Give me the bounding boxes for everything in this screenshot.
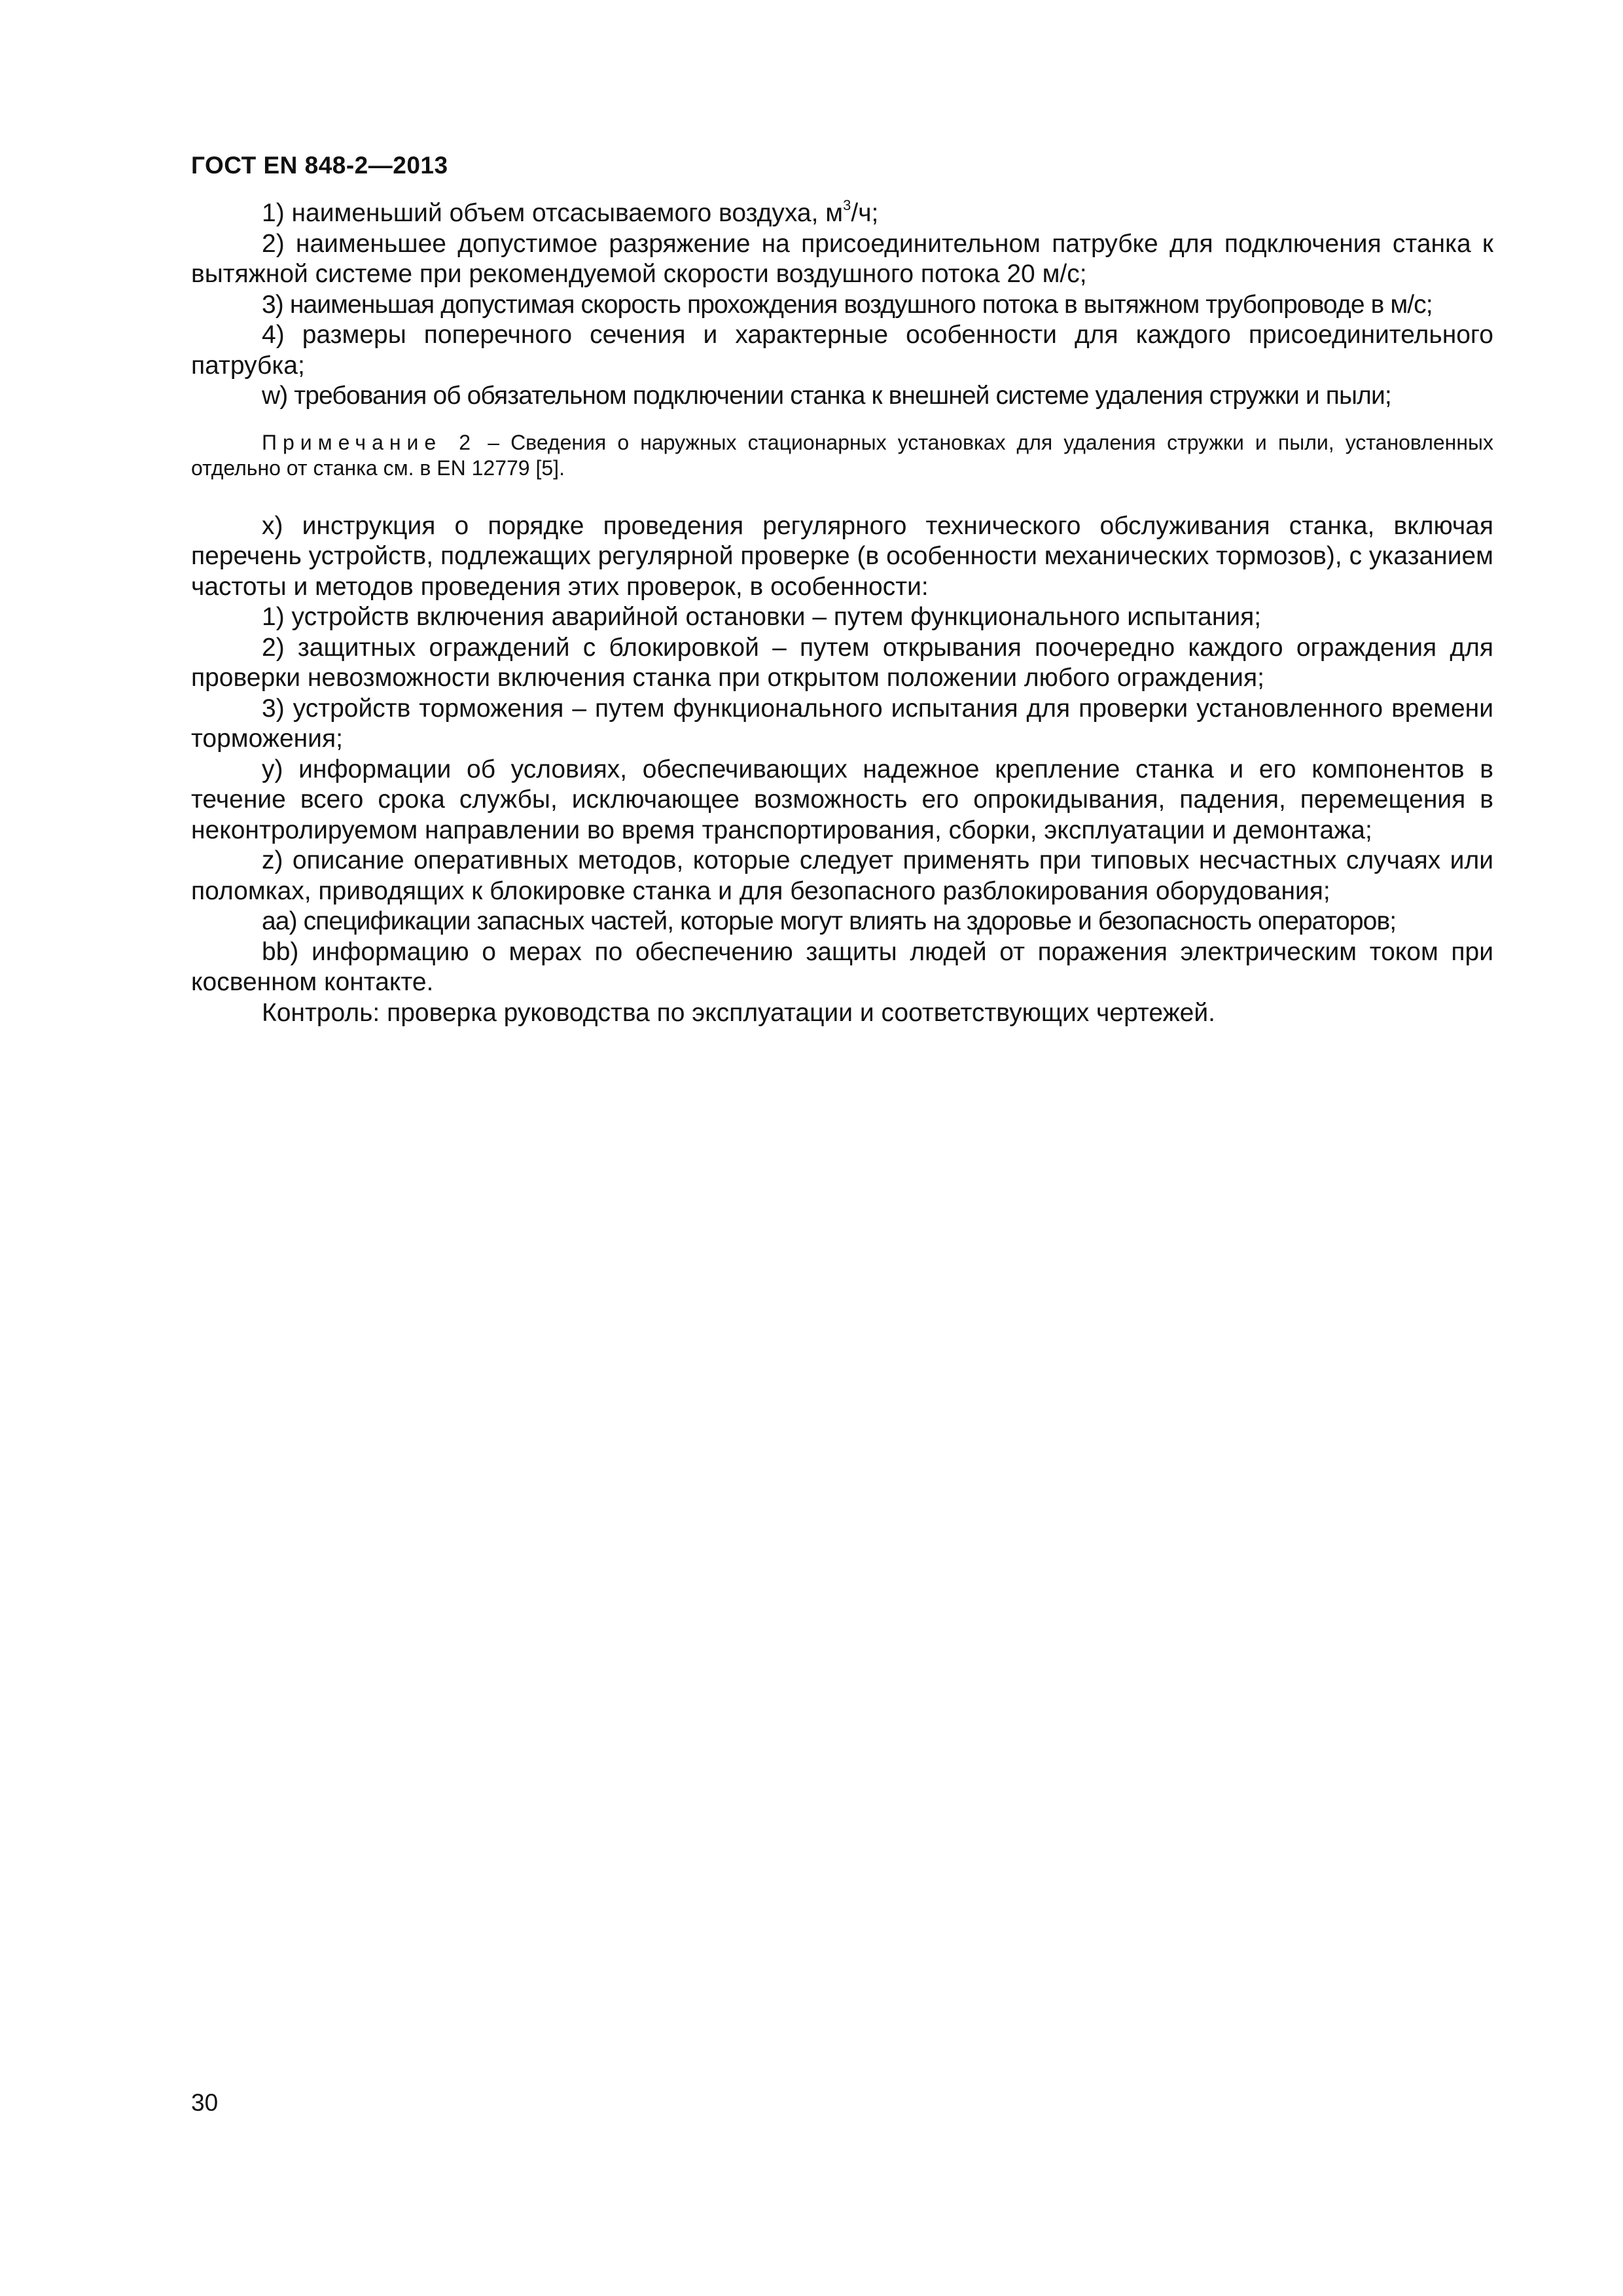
list-item-x1: 1) устройств включения аварийной остановки – путем функционального испытания;	[262, 603, 1262, 631]
document-header: ГОСТ EN 848-2—2013	[191, 152, 448, 179]
document-body	[191, 198, 1493, 1028]
list-item-x: x) инструкция о порядке проведения регулярного технического обслуживания станка, включая перечень устройств, подлежащих регулярной проверке (в особенности механических тормозов), с указанием частоты и методов проведения этих проверок, в особенности:	[191, 511, 1493, 601]
list-item-3: 3) наименьшая допустимая скорость прохождения воздушного потока в вытяжном трубопроводе в м/с;	[262, 290, 1433, 319]
list-item-z: z) описание оперативных методов, которые следует применять при типовых несчастных случаях или поломках, приводящих к блокировке станка и для безопасного разблокирования оборудования;	[191, 846, 1493, 905]
note-label: Примечание 2	[262, 430, 477, 454]
list-item-x3: 3) устройств торможения – путем функционального испытания для проверки установленного времени торможения;	[191, 694, 1493, 753]
note	[191, 430, 1493, 481]
page-number: 30	[191, 2089, 219, 2116]
list-item-aa: aa) спецификации запасных частей, которые могут влиять на здоровье и безопасность операторов;	[262, 907, 1397, 935]
list-item-w: w) требования об обязательном подключении станка к внешней системе удаления стружки и пыли;	[262, 382, 1391, 410]
control-paragraph: Контроль: проверка руководства по эксплуатации и соответствующих чертежей.	[262, 998, 1215, 1027]
list-item-2: 2) наименьшее допустимое разряжение на присоединительном патрубке для подключения станка к вытяжной системе при рекомендуемой скорости воздушного потока 20 м/с;	[191, 229, 1493, 288]
list-item-x2: 2) защитных ограждений с блокировкой – путем открывания поочередно каждого ограждения для проверки невозможности включения станка при открытом положении любого ограждения;	[191, 633, 1493, 692]
list-item-1: 1) наименьший объем отсасываемого воздуха, $м^3/ч$;	[262, 197, 879, 227]
superscript: 3	[843, 197, 851, 213]
list-item-y: y) информации об условиях, обеспечивающих надежное крепление станка и его компонентов в течение всего срока службы, исключающее возможность его опрокидывания, падения, перемещения в неконтролируемом направлении во время транспортирования, сборки, эксплуатации и демонтажа;	[191, 755, 1493, 844]
note-text: – Сведения о наружных стационарных установках для удаления стружки и пыли, установленных отдельно от станка см. в EN 12779 [5].	[191, 430, 1494, 480]
list-item-4: 4) размеры поперечного сечения и характерные особенности для каждого присоединительного патрубка;	[191, 321, 1493, 380]
list-item-bb: bb) информацию о мерах по обеспечению защиты людей от поражения электрическим током при косвенном контакте.	[191, 937, 1493, 996]
